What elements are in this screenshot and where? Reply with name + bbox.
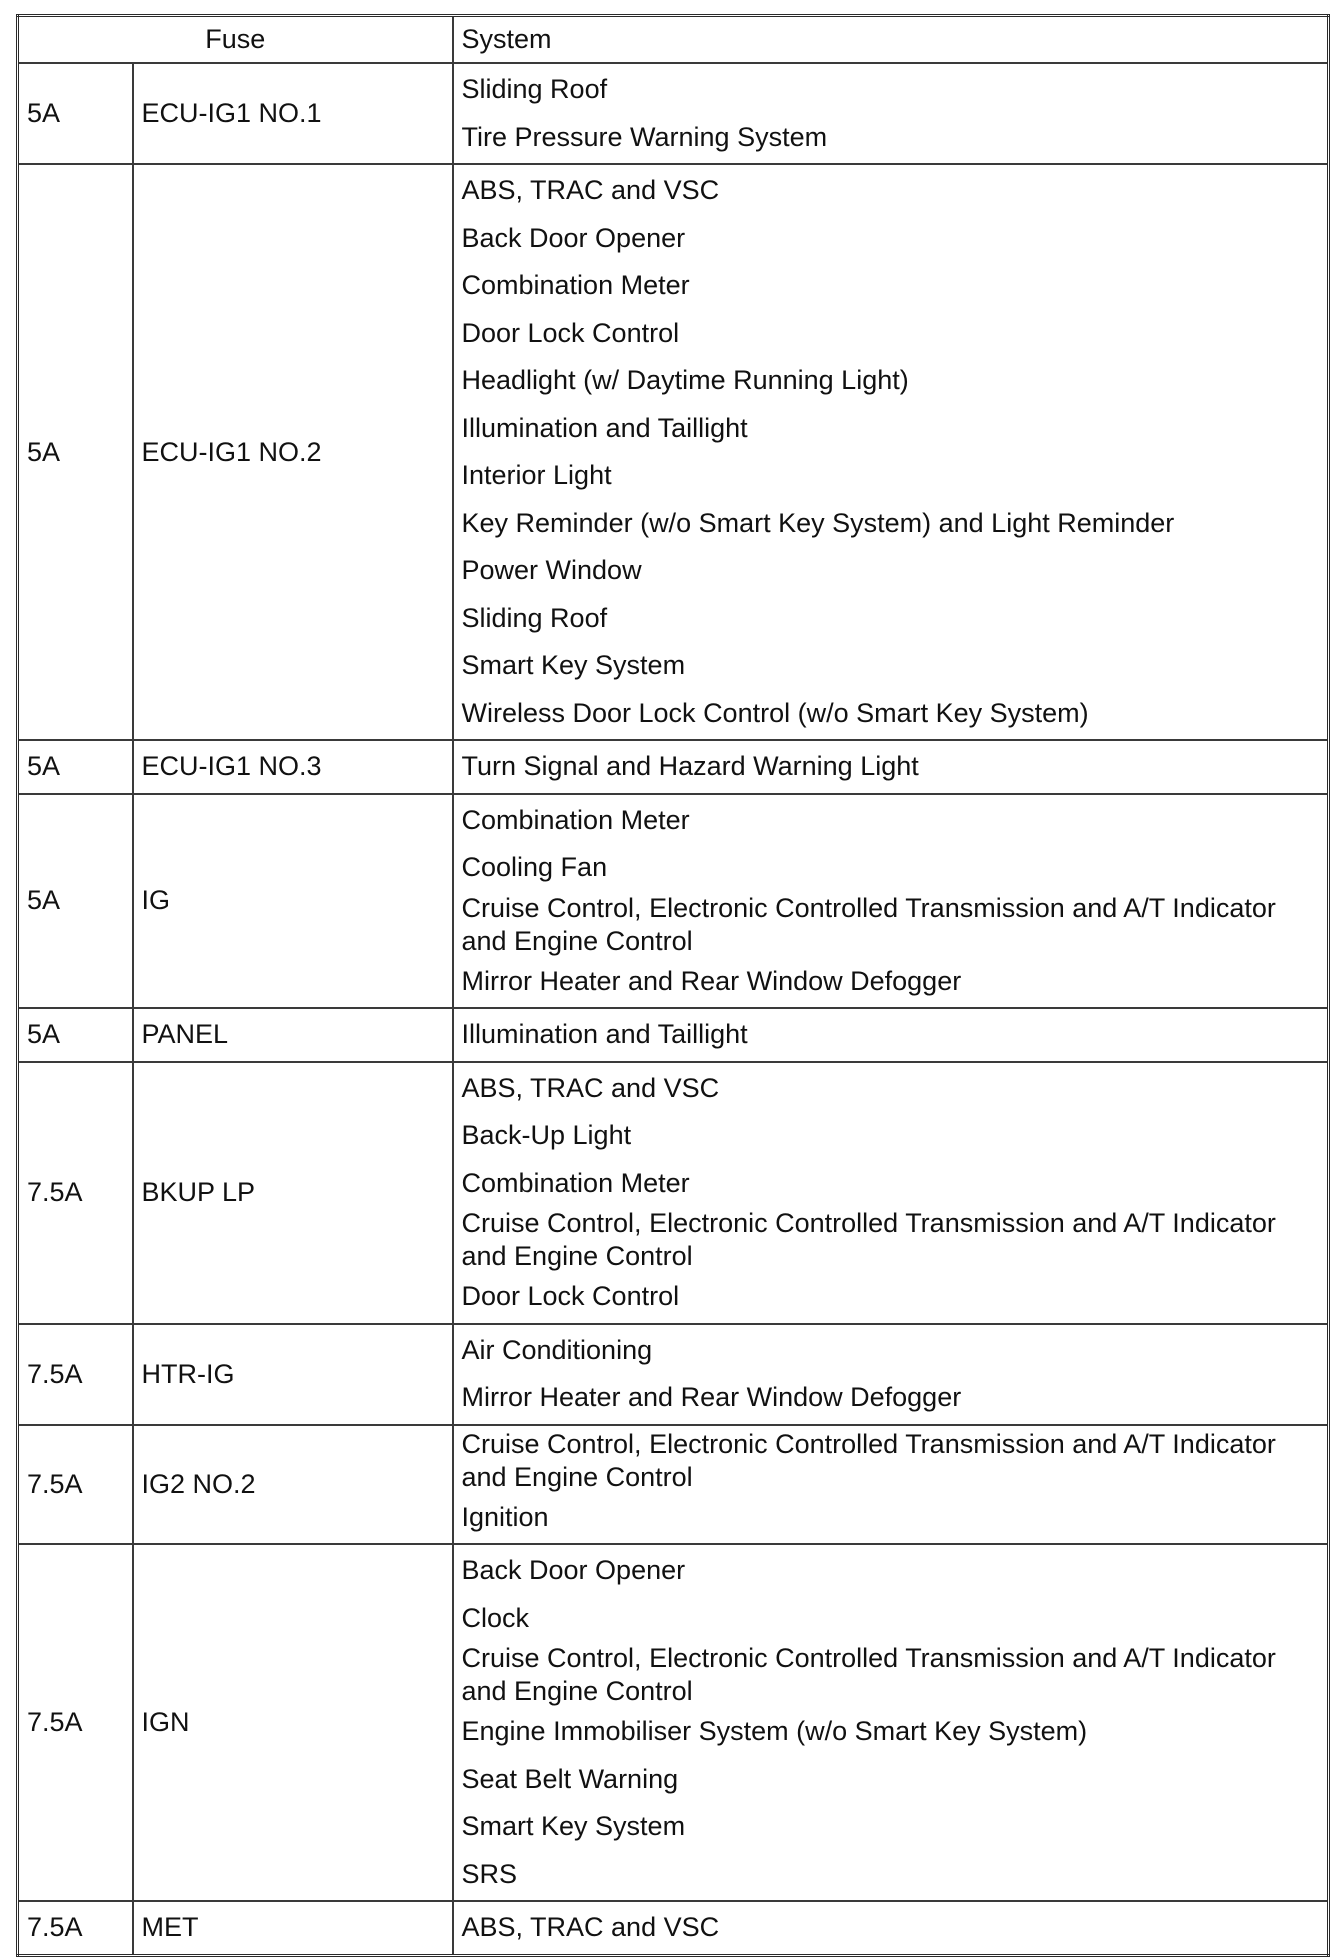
system-item: Sliding Roof: [461, 602, 608, 633]
fuse-name: ECU-IG1 NO.2: [133, 164, 453, 740]
system-list: [453, 1544, 1329, 1901]
table-row: [18, 1544, 1329, 1901]
fuse-name: IG: [133, 794, 453, 1009]
system-list: [453, 740, 1329, 794]
table-row: [18, 1901, 1329, 1955]
system-item: Combination Meter: [461, 804, 690, 835]
system-item: Combination Meter: [461, 270, 690, 301]
system-item: Wireless Door Lock Control (w/o Smart Key System): [461, 697, 1089, 728]
system-item: Power Window: [461, 555, 642, 586]
fuse-amperage: 5A: [18, 164, 133, 740]
fuse-amperage: 7.5A: [18, 1425, 133, 1545]
system-item: ABS, TRAC and VSC: [461, 1072, 720, 1103]
fuse-amperage: 5A: [18, 1008, 133, 1062]
fuse-name: ECU-IG1 NO.1: [133, 63, 453, 164]
system-item: Tire Pressure Warning System: [461, 121, 828, 152]
table-row: [18, 63, 1329, 164]
system-list: [453, 1901, 1329, 1955]
system-list: [453, 1425, 1329, 1545]
system-item: Cruise Control, Electronic Controlled Transmission and A/T Indicator and Engine Control: [461, 1428, 1276, 1492]
fuse-name: ECU-IG1 NO.3: [133, 740, 453, 794]
table-row: [18, 1324, 1329, 1425]
fuse-name: MET: [133, 1901, 453, 1955]
fuse-amperage: 7.5A: [18, 1901, 133, 1955]
fuse-amperage: 7.5A: [18, 1062, 133, 1324]
system-item: Cooling Fan: [461, 852, 608, 883]
system-item: Engine Immobiliser System (w/o Smart Key System): [461, 1716, 1088, 1747]
fuse-table-body: [18, 63, 1329, 1955]
table-row: [18, 164, 1329, 740]
table-row: [18, 794, 1329, 1009]
system-item: Clock: [461, 1602, 530, 1633]
system-list: [453, 1008, 1329, 1062]
system-item: ABS, TRAC and VSC: [461, 175, 720, 206]
table-header-row: [18, 16, 1329, 64]
system-item: Back-Up Light: [461, 1120, 632, 1151]
fuse-name: HTR-IG: [133, 1324, 453, 1425]
fuse-amperage: 5A: [18, 63, 133, 164]
system-list: [453, 1324, 1329, 1425]
system-item: Ignition: [461, 1501, 549, 1532]
system-item: Back Door Opener: [461, 222, 686, 253]
system-item: Cruise Control, Electronic Controlled Transmission and A/T Indicator and Engine Control: [461, 892, 1276, 956]
system-item: Illumination and Taillight: [461, 412, 748, 443]
table-row: [18, 1425, 1329, 1545]
system-item: Illumination and Taillight: [461, 1019, 748, 1050]
system-item: Back Door Opener: [461, 1555, 686, 1586]
system-item: Door Lock Control: [461, 317, 680, 348]
system-item: Cruise Control, Electronic Controlled Transmission and A/T Indicator and Engine Control: [461, 1208, 1276, 1271]
fuse-amperage: 5A: [18, 740, 133, 794]
system-item: Combination Meter: [461, 1167, 690, 1198]
system-item: Mirror Heater and Rear Window Defogger: [461, 1382, 962, 1413]
fuse-table: [16, 14, 1330, 1957]
table-row: [18, 1062, 1329, 1324]
system-list: [453, 164, 1329, 740]
header-fuse: Fuse: [18, 16, 453, 64]
system-item: Key Reminder (w/o Smart Key System) and Light Reminder: [461, 507, 1175, 538]
system-item: Air Conditioning: [461, 1334, 653, 1365]
system-item: Mirror Heater and Rear Window Defogger: [461, 965, 962, 996]
fuse-amperage: 5A: [18, 794, 133, 1009]
system-item: Sliding Roof: [461, 74, 608, 105]
system-item: Door Lock Control: [461, 1281, 680, 1312]
system-item: Interior Light: [461, 460, 612, 491]
system-item: SRS: [461, 1858, 518, 1889]
table-row: [18, 740, 1329, 794]
fuse-name: PANEL: [133, 1008, 453, 1062]
system-item: ABS, TRAC and VSC: [461, 1912, 720, 1943]
fuse-name: BKUP LP: [133, 1062, 453, 1324]
fuse-name: IG2 NO.2: [133, 1425, 453, 1545]
system-item: Seat Belt Warning: [461, 1763, 679, 1794]
fuse-amperage: 7.5A: [18, 1324, 133, 1425]
system-list: [453, 794, 1329, 1009]
system-item: Smart Key System: [461, 1811, 686, 1842]
table-row: [18, 1008, 1329, 1062]
system-item: Smart Key System: [461, 650, 686, 681]
system-list: [453, 1062, 1329, 1324]
system-item: Cruise Control, Electronic Controlled Transmission and A/T Indicator and Engine Control: [461, 1643, 1276, 1706]
system-item: Headlight (w/ Daytime Running Light): [461, 365, 909, 396]
fuse-name: IGN: [133, 1544, 453, 1901]
header-system: System: [453, 16, 1329, 64]
system-list: [453, 63, 1329, 164]
fuse-amperage: 7.5A: [18, 1544, 133, 1901]
system-item: Turn Signal and Hazard Warning Light: [461, 751, 919, 782]
